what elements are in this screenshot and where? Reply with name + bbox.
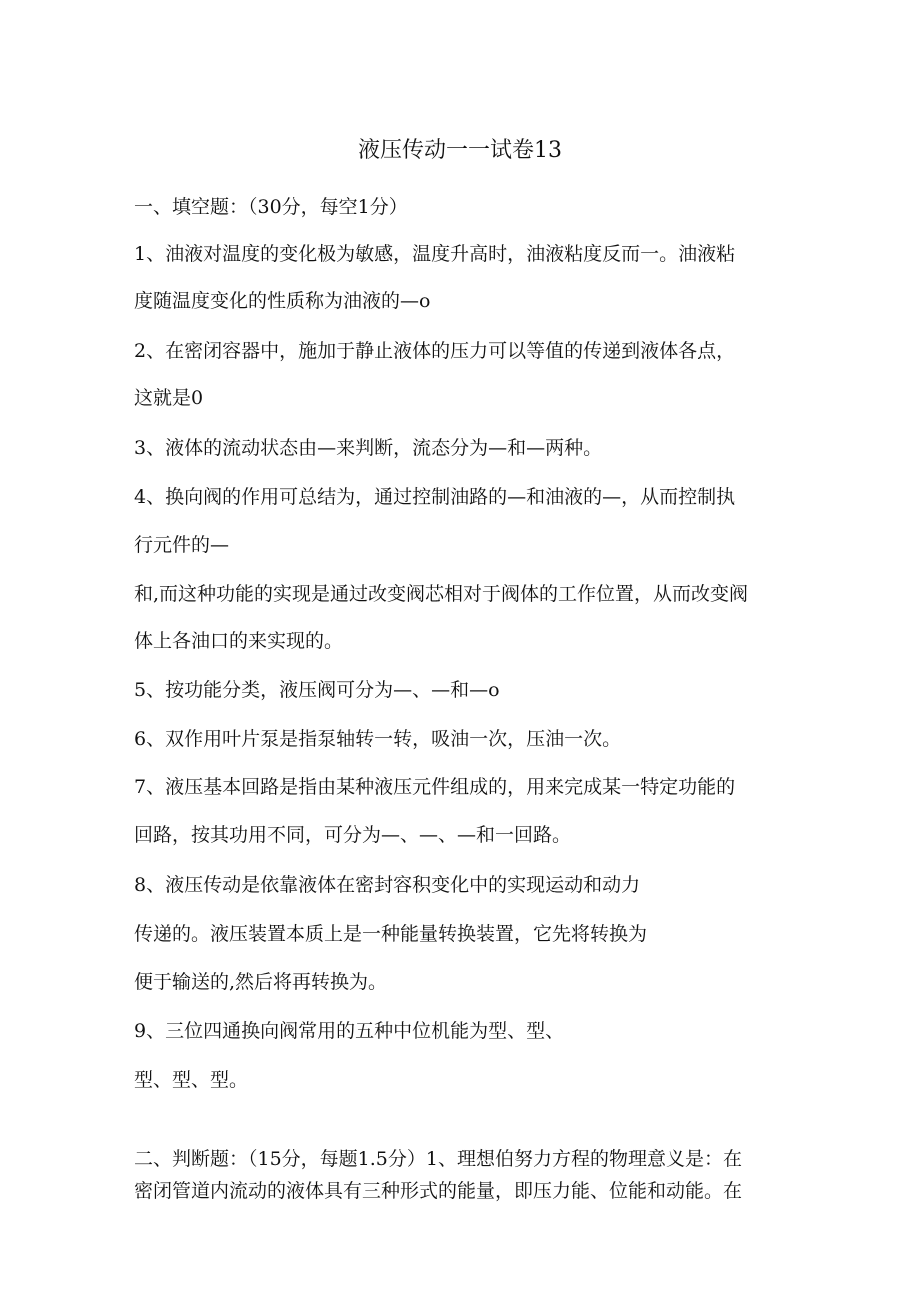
text-line: 5、按功能分类，液压阀可分为—、—和—o [134,679,500,701]
text-line: 行元件的— [134,534,230,556]
text-line: 2、在密闭容器中，施加于静止液体的压力可以等值的传递到液体各点， [134,340,736,362]
text-line: 9、三位四通换向阀常用的五种中位机能为型、型、 [134,1020,565,1042]
section-heading: 一、填空题：（30分，每空1分） [134,196,408,218]
text-line: 1、油液对温度的变化极为敏感，温度升高时，油液粘度反而一。油液粘 [134,243,736,265]
text-line: 传递的。液压装置本质上是一种能量转换装置，它先将转换为 [134,923,648,945]
text-line: 密闭管道内流动的液体具有三种形式的能量，即压力能、位能和动能。在 [134,1180,743,1202]
text-line: 这就是0 [134,387,204,409]
document-title: 液压传动一一试卷13 [358,138,562,163]
text-line: 8、液压传动是依靠液体在密封容积变化中的实现运动和动力 [134,874,641,896]
section-heading: 二、判断题：（15分，每题1.5分）1、理想伯努力方程的物理意义是：在 [134,1148,742,1170]
text-line: 6、双作用叶片泵是指泵轴转一转，吸油一次，压油一次。 [134,728,622,750]
text-line: 体上各油口的来实现的。 [134,630,344,652]
text-line: 3、液体的流动状态由—来判断，流态分为—和—两种。 [134,437,603,459]
text-line: 型、型、型。 [134,1069,249,1091]
text-line: 回路，按其功用不同，可分为—、—、—和一回路。 [134,824,572,846]
text-line: 7、液压基本回路是指由某种液压元件组成的，用来完成某一特定功能的 [134,776,736,798]
text-line: 4、换向阀的作用可总结为，通过控制油路的—和油液的—，从而控制执 [134,486,736,508]
text-line: 度随温度变化的性质称为油液的—o [134,290,431,312]
text-line: 和,而这种功能的实现是通过改变阀芯相对于阀体的工作位置，从而改变阀 [134,583,749,605]
text-line: 便于输送的,然后将再转换为。 [134,971,388,993]
